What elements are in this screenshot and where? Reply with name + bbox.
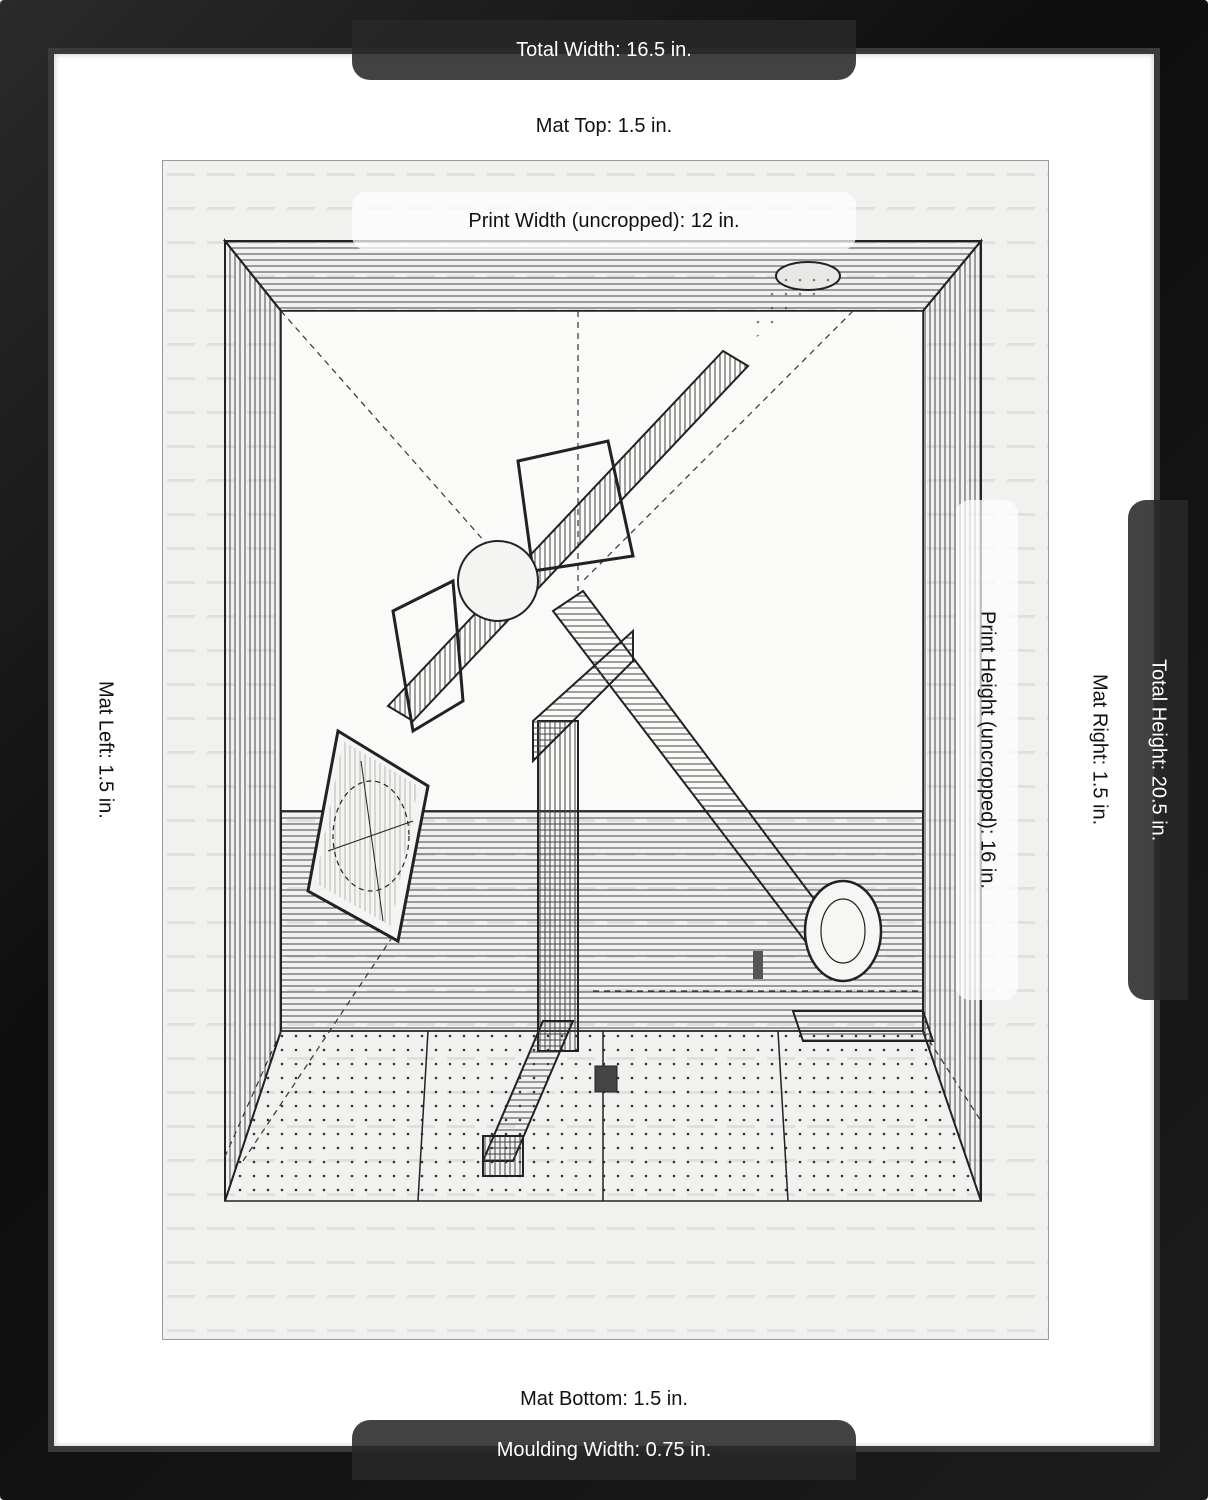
- telescope-engraving: [163, 161, 1048, 1339]
- mat-right-label: Mat Right: 1.5 in.: [1068, 500, 1130, 1000]
- mat-top-label: Mat Top: 1.5 in.: [352, 96, 856, 156]
- total-width-label: Total Width: 16.5 in.: [352, 20, 856, 80]
- print-width-label: Print Width (uncropped): 12 in.: [352, 192, 856, 250]
- print-height-label: Print Height (uncropped): 16 in.: [956, 500, 1018, 1000]
- artwork-print: [162, 160, 1049, 1340]
- moulding-width-label: Moulding Width: 0.75 in.: [352, 1420, 856, 1480]
- mat-left-label: Mat Left: 1.5 in.: [74, 500, 136, 1000]
- total-height-label: Total Height: 20.5 in.: [1128, 500, 1188, 1000]
- mat-bottom-label: Mat Bottom: 1.5 in.: [352, 1370, 856, 1428]
